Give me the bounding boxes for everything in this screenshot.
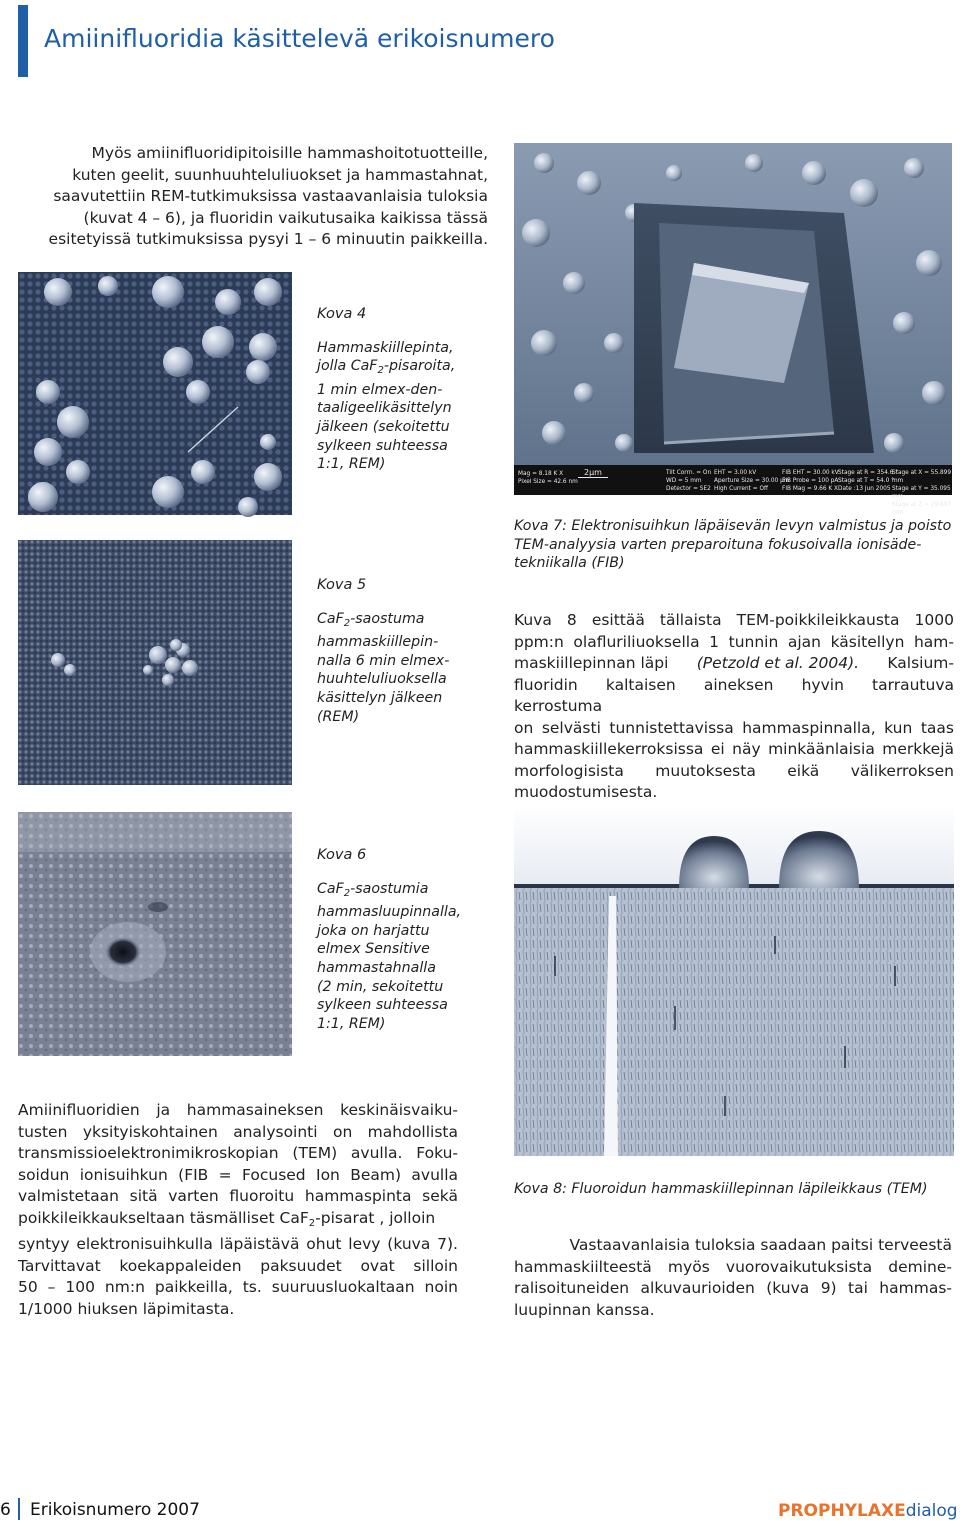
fig7-eht: EHT = 3.00 kV — [714, 470, 757, 476]
fig5-line: (REM) — [317, 708, 360, 725]
para-right-line: morfologisista muutoksesta eikä välikerroksen — [514, 761, 954, 780]
intro-line: esitetyissä tutkimuksissa pysyi 1 – 6 minuutin paikkeilla. — [48, 230, 488, 248]
para-right-line: fluoridin kaltaisen aineksen hyvin tarrautuva kerrostuma — [514, 675, 954, 715]
fig4-line: sylkeen suhteessa — [317, 437, 448, 454]
fig7-stage-t: Stage at T = 54.0 ° — [838, 478, 894, 484]
fig7-wd: WD = 5 mm — [666, 478, 702, 484]
fig7-stage-y: Stage at Y = 35.095 mm — [892, 486, 951, 500]
fig6-line: hammastahnalla — [317, 959, 436, 976]
fig5-line: hammaskiillepin- — [317, 634, 439, 651]
intro-line: kuten geelit, suunhuuhteluliuokset ja hammastahnat, — [72, 165, 488, 184]
para-left-line-formula: poikkileikkaukseltaan täsmälliset CaF$_2$-pisarat , jolloin — [18, 1208, 436, 1229]
para-left-line: 50 – 100 nm:n paikkeilla, ts. suuruusluokaltaan noin — [18, 1278, 458, 1296]
fig4-line-formula: jolla CaF$_2$-pisaroita, — [317, 358, 456, 377]
paragraph-final — [514, 1235, 952, 1321]
para-left-line: transmissioelektronimikroskopian (TEM) avulla. Foku- — [18, 1144, 458, 1162]
fig7-tilt: Tilt Corrn. = On — [666, 470, 712, 476]
fig6-line: 1:1, REM) — [317, 1015, 386, 1032]
fig7-stage-z: Stage at Z = 29.697 mm — [892, 502, 952, 516]
para-left-line: Amiinifluoridien ja hammasaineksen keskinäisvaiku- — [18, 1101, 458, 1119]
fig7-stage-r: Stage at R = 354.6 ° — [838, 470, 899, 476]
fig6-line: (2 min, sekoitettu — [317, 978, 444, 995]
issue-label: Erikoisnumero 2007 — [30, 1500, 200, 1520]
figure-4-caption — [317, 305, 497, 474]
figure-7-image — [514, 143, 952, 516]
title-accent-bar — [18, 5, 28, 77]
fig6-title: Kova 6 — [317, 847, 367, 863]
fig6-line-formula: CaF$_2$-saostumia — [317, 880, 429, 899]
figure-4-image — [18, 272, 292, 515]
para-right-line-mixed: maskiillepinnan läpi (Petzold et al. 2004). Kalsium- — [514, 654, 954, 672]
intro-line: Myös amiinifluoridipitoisille hammashoitotuotteille, — [91, 144, 488, 162]
fig7-mag: Mag = 8.18 K X — [518, 471, 564, 477]
fig5-line-formula: CaF$_2$-saostuma — [317, 610, 425, 629]
para-left-line: 1/1000 hiuksen läpimitasta. — [18, 1299, 235, 1318]
fig6-line: elmex Sensitive — [317, 941, 430, 958]
figure-5-image — [18, 540, 292, 785]
para-final-line: Vastaavanlaisia tuloksia saadaan paitsi terveestä — [569, 1236, 952, 1254]
fig4-line: taaligeelikäsittelyn — [317, 400, 452, 417]
fig7-detector: Detector = SE2 — [666, 486, 711, 492]
fig7-aperture: Aperture Size = 30.00 µm — [714, 478, 790, 484]
page-number: 6 — [0, 1500, 11, 1520]
page-title: Amiinifluoridia käsittelevä erikoisnumero — [44, 24, 555, 53]
fig7-caption-line: Kova 7: Elektronisuihkun läpäisevän levyn valmistus ja poisto — [514, 518, 952, 534]
fig7-scalebar — [578, 469, 608, 478]
fig4-line: Hammaskiillepinta, — [317, 339, 454, 356]
para-right-line: on selvästi tunnistettavissa hammaspinnalla, kun taas — [514, 718, 954, 737]
brand-part-1: PROPHYLAXE — [778, 1501, 906, 1521]
intro-line: saavutettiin REM-tutkimuksissa vastaavanlaisia tuloksia — [53, 187, 488, 205]
fig7-date: Date :13 Jun 2005 — [838, 486, 891, 492]
fig5-line: käsittelyn jälkeen — [317, 689, 443, 706]
fig4-line: jälkeen (sekoitettu — [317, 418, 450, 435]
para-final-line: hammaskiilteestä myös vuorovaikutuksista demine- — [514, 1257, 952, 1276]
fig4-line: 1:1, REM) — [317, 456, 386, 473]
fig6-line: sylkeen suhteessa — [317, 997, 448, 1014]
intro-paragraph — [18, 143, 488, 251]
paragraph-left — [18, 1100, 458, 1320]
figure-6-caption — [317, 846, 497, 1033]
fig7-scale: 2µm — [584, 468, 602, 477]
para-final-line: luupinnan kanssa. — [514, 1300, 655, 1319]
fig5-title: Kova 5 — [317, 577, 367, 593]
fig7-fib-mag: FIB Mag = 9.66 K X — [782, 486, 839, 492]
fig7-fib-eht: FIB EHT = 30.00 kV — [782, 470, 839, 476]
fig7-caption-line: TEM-analyysia varten preparoituna fokusoivalla ionisäde- — [514, 536, 922, 553]
para-right-line: ppm:n olafluriliuoksella 1 tunnin ajan käsitellyn ham- — [514, 632, 954, 651]
fig5-line: nalla 6 min elmex- — [317, 652, 450, 669]
para-left-line: tusten yksityiskohtainen analysointi on mahdollista — [18, 1122, 458, 1141]
fig7-pixel: Pixel Size = 42.6 nm — [518, 479, 578, 485]
fig7-stage-x: Stage at X = 55.899 mm — [892, 470, 952, 484]
fig4-title: Kova 4 — [317, 306, 367, 322]
intro-line: (kuvat 4 – 6), ja fluoridin vaikutusaika kaikissa tässä — [83, 208, 488, 227]
para-left-line: soidun ionisuihkun (FIB = Focused Ion Beam) avulla — [18, 1165, 458, 1184]
para-left-line: syntyy elektronisuihkulla läpäistävä ohut levy (kuva 7). — [18, 1235, 458, 1253]
figure-5-caption — [317, 576, 497, 726]
para-left-line: valmistetaan sitä varten fluoroitu hammaspinta sekä — [18, 1187, 458, 1205]
fig7-fib-probe: FIB Probe = 100 pA — [782, 478, 839, 484]
brand-part-2: dialog — [905, 1501, 958, 1521]
para-right-line: muodostumisesta. — [514, 783, 658, 801]
para-right-line: Kuva 8 esittää tällaista TEM-poikkileikkausta 1000 — [514, 611, 954, 629]
fig6-line: hammasluupinnalla, — [317, 904, 462, 921]
para-final-line: ralisoituneiden alkuvaurioiden (kuva 9) tai hammas- — [514, 1279, 952, 1297]
fig5-line: huuhteluliuoksella — [317, 671, 447, 688]
fig7-high-current: High Current = Off — [714, 486, 769, 492]
paragraph-right — [514, 610, 954, 804]
figure-8-caption: Kova 8: Fluoroidun hammaskiillepinnan läpileikkaus (TEM) — [514, 1181, 928, 1197]
para-left-line: Tarvittavat koekappaleiden paksuudet ovat silloin — [18, 1256, 458, 1275]
brand-logo — [778, 1501, 958, 1521]
fig7-databar — [514, 467, 952, 516]
fig7-caption-line: tekniikalla (FIB) — [514, 555, 625, 572]
footer-divider — [18, 1498, 20, 1520]
figure-6-image — [18, 812, 292, 1056]
fig6-line: joka on harjattu — [317, 922, 430, 939]
figure-7-caption — [514, 517, 954, 573]
fig4-line: 1 min elmex-den- — [317, 381, 443, 398]
para-right-line: hammaskiillekerroksissa ei näy minkäänlaisia merkkejä — [514, 740, 954, 758]
figure-8-image — [514, 806, 954, 1156]
